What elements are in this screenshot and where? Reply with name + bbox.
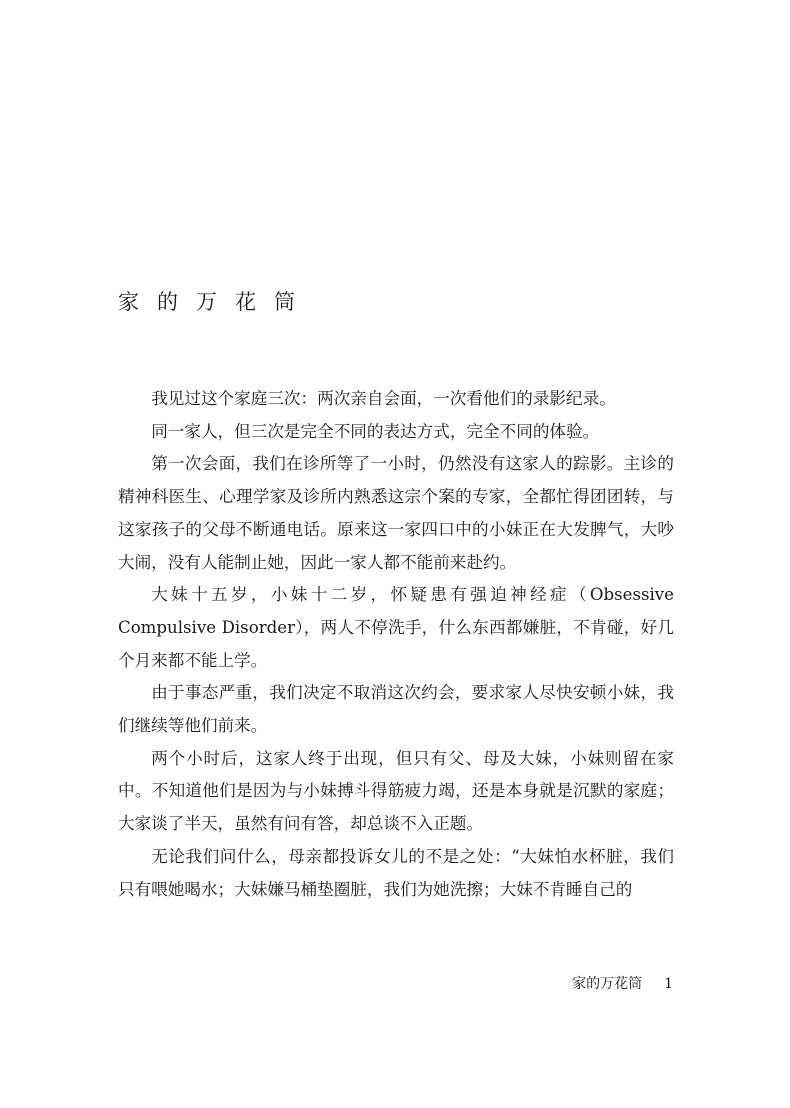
chapter-title: 家的万花筒 [118, 290, 313, 314]
paragraph: 由于事态严重，我们决定不取消这次约会，要求家人尽快安顿小妹，我们继续等他们前来。 [118, 683, 674, 736]
page-number: 1 [664, 976, 673, 992]
paragraph: 我见过这个家庭三次：两次亲自会面，一次看他们的录影纪录。 [151, 389, 616, 408]
body-text [118, 383, 674, 906]
paragraph: 无论我们问什么，母亲都投诉女儿的不是之处：“大妹怕水杯脏，我们只有喂她喝水；大妹嫌马桶垫圈脏，我们为她洗擦；大妹不肯睡自己的 [118, 846, 674, 899]
page-footer [572, 974, 673, 994]
paragraph: 第一次会面，我们在诊所等了一小时，仍然没有这家人的踪影。主诊的精神科医生、心理学家及诊所内熟悉这宗个案的专家，全都忙得团团转，与这家孩子的父母不断通电话。原来这一家四口中的小妹正在大发脾气，大吵大闹，没有人能制止她，因此一家人都不能前来赴约。 [118, 454, 674, 572]
paragraph: 同一家人，但三次是完全不同的表达方式，完全不同的体验。 [151, 421, 600, 441]
paragraph: 两个小时后，这家人终于出现，但只有父、母及大妹，小妹则留在家中。不知道他们是因为与小妹搏斗得筋疲力竭，还是本身就是沉默的家庭；大家谈了半天，虽然有问有答，却总谈不入正题。 [118, 748, 674, 834]
paragraph: 大妹十五岁，小妹十二岁，怀疑患有强迫神经症（Obsessive Compulsive Disorder），两人不停洗手，什么东西都嫌脏，不肯碰，好几个月来都不能上学。 [118, 585, 674, 670]
running-title: 家的万花筒 [572, 976, 643, 992]
